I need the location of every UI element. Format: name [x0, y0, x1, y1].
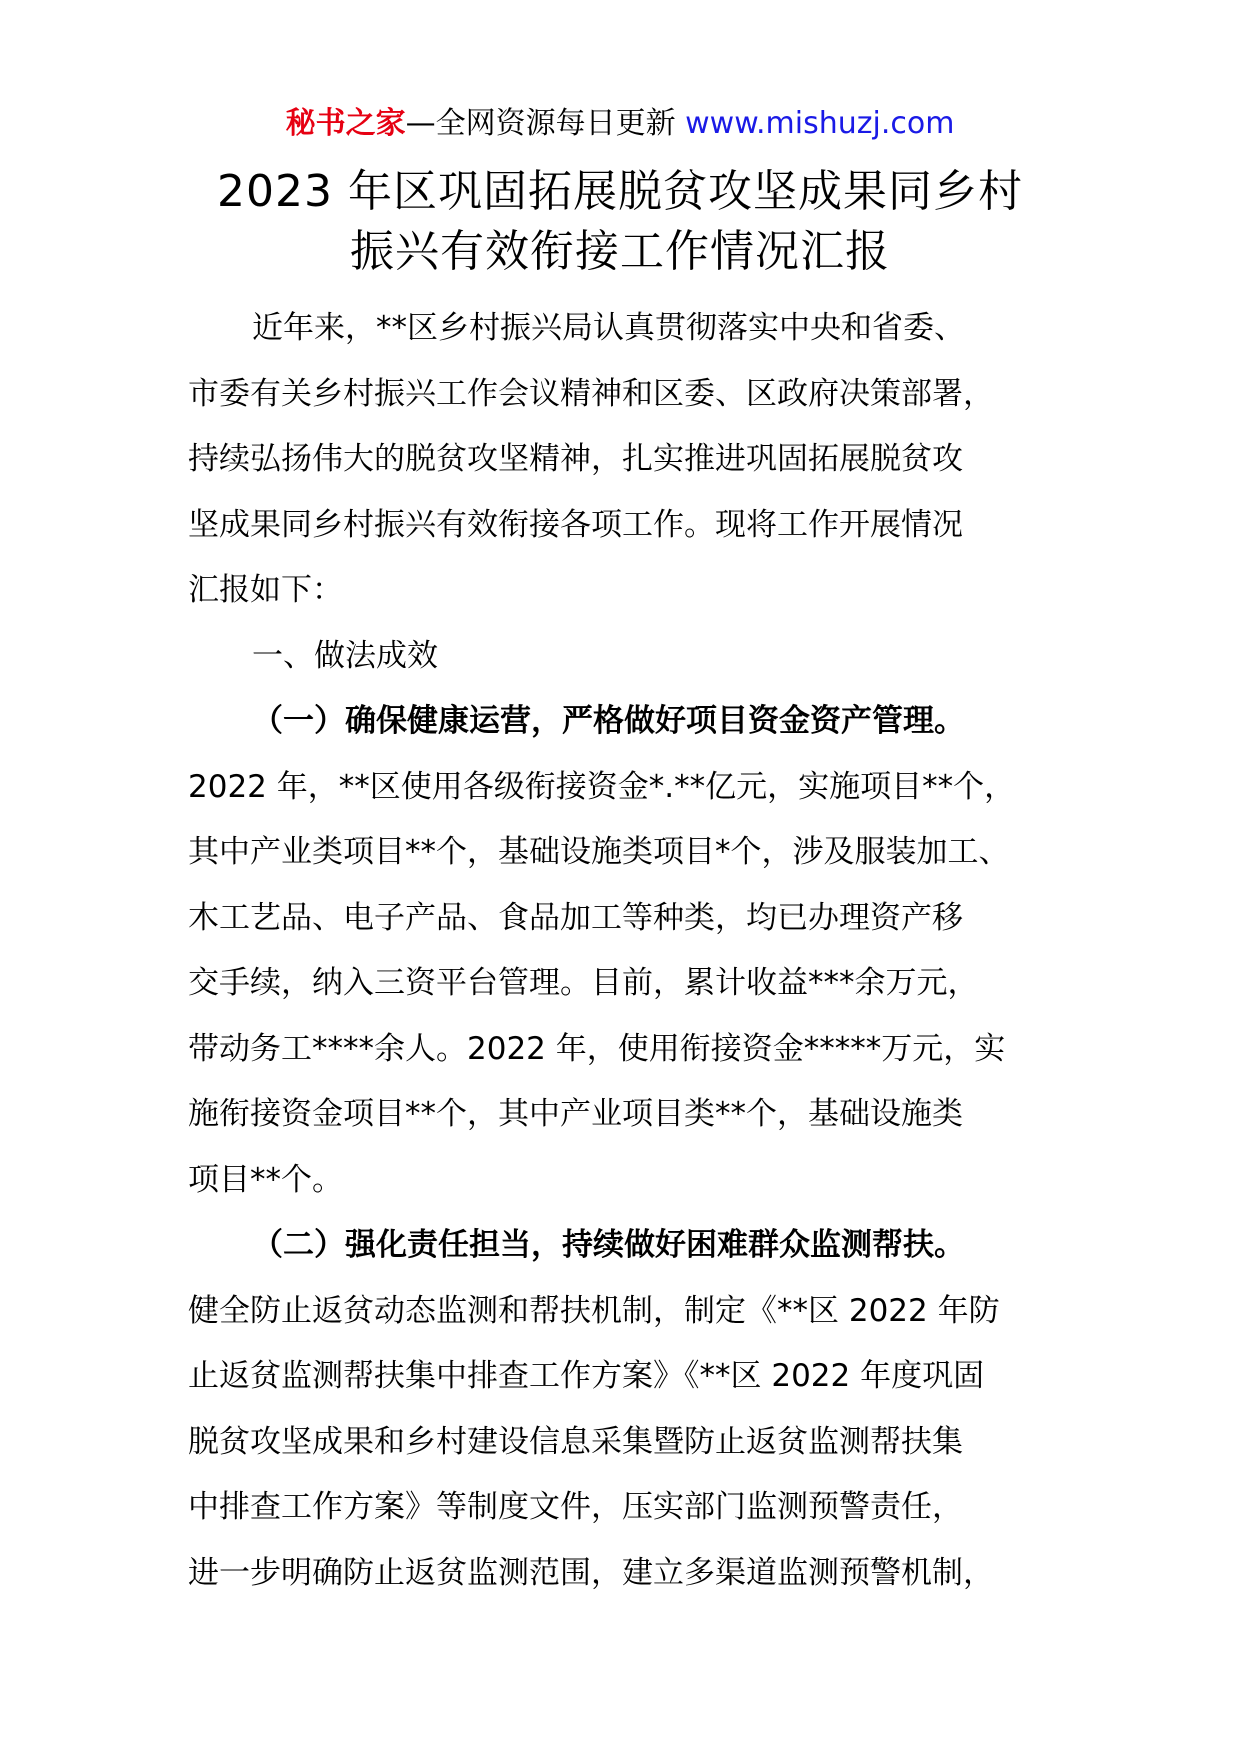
document-body	[188, 296, 1068, 1606]
paragraph-line: 脱贫攻坚成果和乡村建设信息采集暨防止返贫监测帮扶集	[188, 1423, 963, 1460]
paragraph-line: 止返贫监测帮扶集中排查工作方案》《**区 2022 年度巩固	[188, 1358, 985, 1394]
title-line-1: 2023 年区巩固拓展脱贫攻坚成果同乡村	[217, 166, 1023, 217]
title-line-2: 振兴有效衔接工作情况汇报	[350, 226, 890, 277]
paragraph-line: 汇报如下：	[188, 572, 343, 608]
paragraph-line: 近年来，**区乡村振兴局认真贯彻落实中央和省委、	[252, 310, 965, 346]
subsection-heading: （一）确保健康运营，严格做好项目资金资产管理。	[252, 703, 965, 739]
paragraph-line: 市委有关乡村振兴工作会议精神和区委、区政府决策部署，	[188, 375, 994, 412]
paragraph-line: 中排查工作方案》等制度文件，压实部门监测预警责任，	[188, 1489, 963, 1525]
paragraph-line: 2022 年，**区使用各级衔接资金*.**亿元，实施项目**个，	[188, 768, 1016, 805]
section-heading: 一、做法成效	[252, 637, 438, 674]
paragraph-line: 项目**个。	[188, 1161, 343, 1198]
document-title	[190, 162, 1050, 282]
banner-slogan: —全网资源每日更新	[405, 106, 676, 141]
brand-name: 秘书之家	[285, 106, 406, 141]
paragraph-line: 坚成果同乡村振兴有效衔接各项工作。现将工作开展情况	[188, 506, 963, 543]
paragraph-line: 交手续，纳入三资平台管理。目前，累计收益***余万元，	[188, 965, 979, 1001]
subsection-heading: （二）强化责任担当，持续做好困难群众监测帮扶。	[252, 1227, 965, 1263]
paragraph-line: 持续弘扬伟大的脱贫攻坚精神，扎实推进巩固拓展脱贫攻	[188, 441, 963, 477]
website-link[interactable]: www.mishuzj.com	[685, 106, 955, 141]
paragraph-line: 木工艺品、电子产品、食品加工等种类，均已办理资产移	[188, 899, 963, 936]
paragraph-line: 施衔接资金项目**个，其中产业项目类**个，基础设施类	[188, 1096, 963, 1132]
paragraph-line: 其中产业类项目**个，基础设施类项目*个，涉及服装加工、	[188, 834, 1010, 870]
paragraph-line: 进一步明确防止返贫监测范围，建立多渠道监测预警机制，	[188, 1554, 994, 1591]
paragraph-line: 健全防止返贫动态监测和帮扶机制，制定《**区 2022 年防	[188, 1292, 1000, 1329]
header-banner	[0, 102, 1240, 146]
paragraph-line: 带动务工****余人。2022 年，使用衔接资金*****万元，实	[188, 1030, 1006, 1067]
